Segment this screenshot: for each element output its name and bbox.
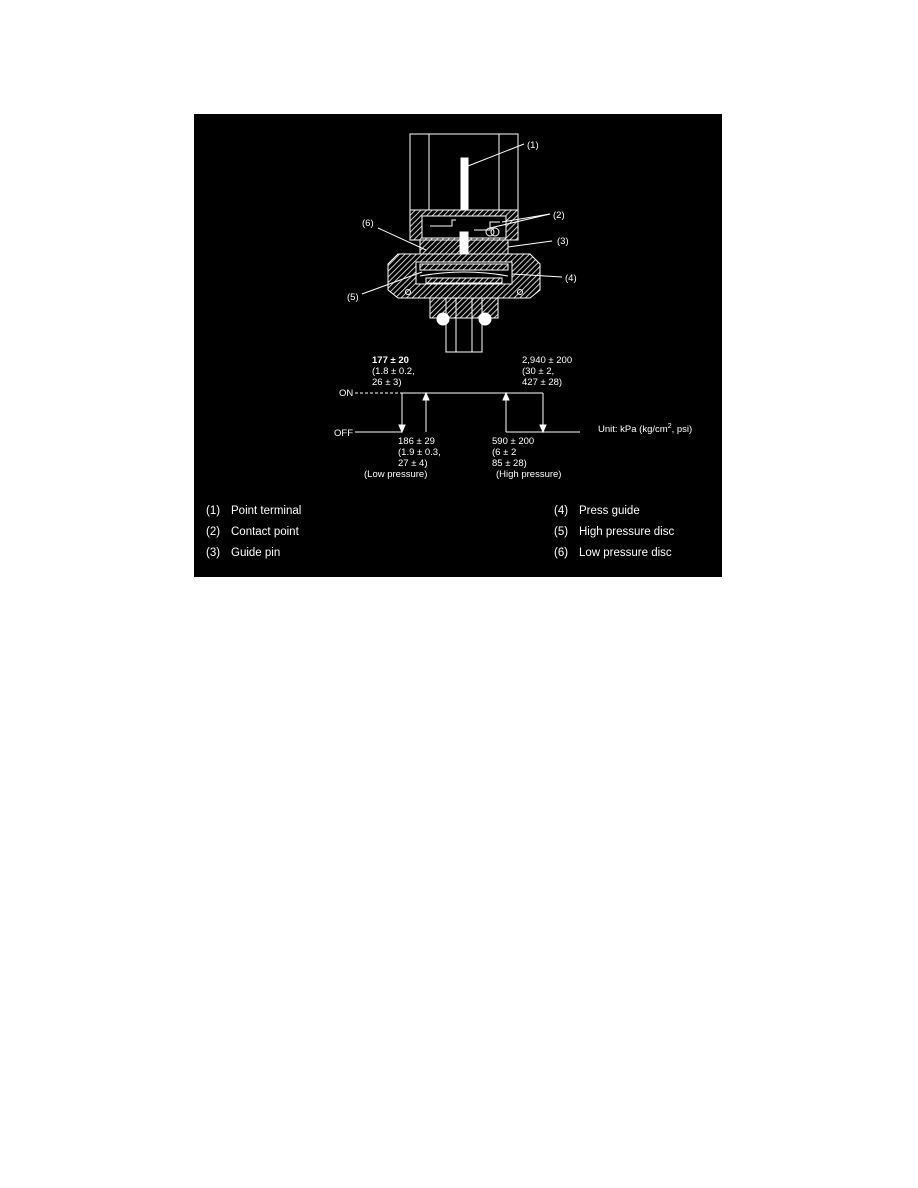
high-off-arrow <box>540 425 546 432</box>
low-pressure-disc <box>420 264 508 270</box>
high-off-value-1: 2,940 ± 200 <box>522 355 573 366</box>
high-on-value-1: 590 ± 200 <box>492 436 535 447</box>
callout-3: (3) <box>557 236 569 247</box>
high-off-value-2: (30 ± 2, <box>522 366 555 377</box>
callout-5: (5) <box>347 292 359 303</box>
legend-label-4: Press guide <box>579 505 640 517</box>
high-on-value-3: 85 ± 28) <box>492 458 527 469</box>
legend-label-5: High pressure disc <box>579 526 675 538</box>
legend-num-3: (3) <box>206 547 221 559</box>
callout-4: (4) <box>565 273 577 284</box>
pressure-switch-figure <box>194 114 722 577</box>
figure-svg <box>194 114 722 577</box>
legend-num-6: (6) <box>554 547 569 559</box>
legend-num-2: (2) <box>206 526 221 538</box>
unit-label <box>598 423 692 435</box>
legend-label-3: Guide pin <box>231 547 281 559</box>
o-ring-right <box>479 313 491 325</box>
callout-1: (1) <box>527 140 539 151</box>
leader-1 <box>468 144 524 166</box>
legend-label-6: Low pressure disc <box>579 547 672 559</box>
legend-num-1: (1) <box>206 505 221 517</box>
high-on-value-2: (6 ± 2 <box>492 447 517 458</box>
legend <box>206 505 674 559</box>
legend-label-1: Point terminal <box>231 505 302 517</box>
low-pressure-caption: (Low pressure) <box>364 469 428 480</box>
legend-num-4: (4) <box>554 505 569 517</box>
low-off-value-3: 27 ± 4) <box>398 458 428 469</box>
switch-characteristic-graph <box>334 355 692 480</box>
low-off-value-2: (1.9 ± 0.3, <box>398 447 441 458</box>
high-on-arrow <box>503 393 509 400</box>
o-ring-left <box>437 313 449 325</box>
on-label: ON <box>339 388 354 399</box>
low-on-arrow <box>399 425 405 432</box>
off-label: OFF <box>334 428 353 439</box>
low-off-value-1: 186 ± 29 <box>398 436 435 447</box>
unit-suffix: , psi) <box>671 424 693 435</box>
high-pressure-caption: (High pressure) <box>496 469 562 480</box>
low-on-value-2: (1.8 ± 0.2, <box>372 366 415 377</box>
unit-superscript: 2 <box>667 423 672 430</box>
low-on-value-3: 26 ± 3) <box>372 377 402 388</box>
legend-label-2: Contact point <box>231 526 299 538</box>
callout-2: (2) <box>553 210 565 221</box>
low-on-value-1: 177 ± 20 <box>372 355 409 366</box>
leader-3 <box>508 241 552 247</box>
unit-prefix: Unit: kPa (kg/cm <box>598 424 668 435</box>
legend-num-5: (5) <box>554 526 569 538</box>
low-off-arrow <box>423 393 429 400</box>
press-guide <box>426 278 502 283</box>
high-off-value-3: 427 ± 28) <box>522 377 563 388</box>
callout-6: (6) <box>362 218 374 229</box>
